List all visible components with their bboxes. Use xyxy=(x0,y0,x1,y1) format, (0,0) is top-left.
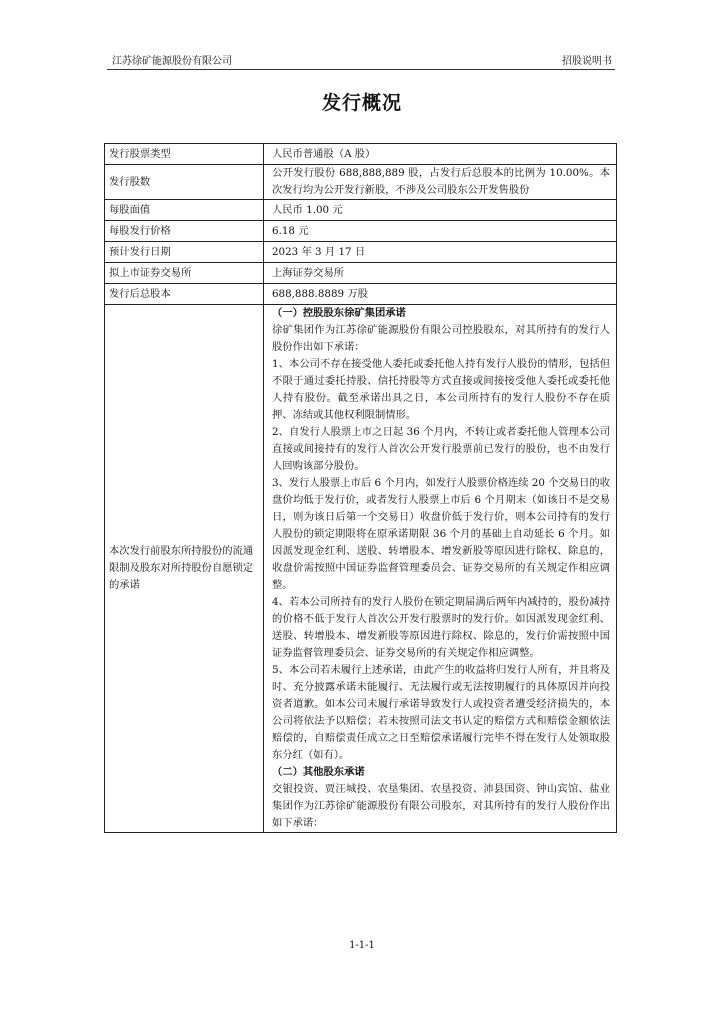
row-value: 人民币 1.00 元 xyxy=(264,200,617,221)
table-row xyxy=(105,263,617,284)
table-row xyxy=(105,221,617,242)
table-row xyxy=(105,284,617,305)
row-value: 2023 年 3 月 17 日 xyxy=(264,242,617,263)
row-label: 每股面值 xyxy=(105,200,264,221)
row-label: 每股发行价格 xyxy=(105,221,264,242)
offering-summary-table xyxy=(104,143,617,833)
paragraph: 徐矿集团作为江苏徐矿能源股份有限公司控股股东，对其所持有的发行人股份作出如下承诺： xyxy=(272,324,610,353)
page-title: 发行概况 xyxy=(321,92,402,114)
commitment-content xyxy=(264,305,617,833)
row-label: 拟上市证券交易所 xyxy=(105,263,264,284)
header-company-name: 江苏徐矿能源股份有限公司 xyxy=(112,56,232,67)
page-number: 1-1-1 xyxy=(349,940,375,951)
table-row xyxy=(105,242,617,263)
row-value: 公开发行股份 688,888,889 股，占发行后总股本的比例为 10.00%。本次发行均为公开发行新股，不涉及公司股东公开发售股份 xyxy=(264,165,617,200)
page-header xyxy=(112,52,612,66)
row-label: 发行股票类型 xyxy=(105,144,264,165)
row-value: 上海证券交易所 xyxy=(264,263,617,284)
section-heading-other-shareholders: （二）其他股东承诺 xyxy=(272,766,365,778)
row-label: 发行后总股本 xyxy=(105,284,264,305)
row-value: 人民币普通股（A 股） xyxy=(264,144,617,165)
table-row-commitment xyxy=(105,305,617,833)
paragraph: 交银投资、贾汪城投、农垦集团、农垦投资、沛县国资、钟山宾馆、盐业集团作为江苏徐矿能源股份有限公司股东，对其所持有的发行人股份作出如下承诺： xyxy=(272,783,610,829)
row-label: 本次发行前股东所持股份的流通限制及股东对所持股份自愿锁定的承诺 xyxy=(105,305,264,833)
section-heading-controlling-shareholder: （一）控股股东徐矿集团承诺 xyxy=(272,307,406,319)
row-label: 预计发行日期 xyxy=(105,242,264,263)
paragraph: 4、若本公司所持有的发行人股份在锁定期届满后两年内减持的，股份减持的价格不低于发行人首次公开发行股票时的发行价。如因派发现金红利、送股、转增股本、增发新股等原因进行除权、除息的，发行价需按照中国证券监督管理委员会、证券交易所的有关规定作相应调整。 xyxy=(272,596,610,659)
row-value: 6.18 元 xyxy=(264,221,617,242)
table-row xyxy=(105,165,617,200)
table-row xyxy=(105,200,617,221)
table-row xyxy=(105,144,617,165)
header-document-type: 招股说明书 xyxy=(562,56,612,67)
paragraph: 5、本公司若未履行上述承诺，由此产生的收益将归发行人所有，并且将及时、充分披露承诺未能履行、无法履行或无法按期履行的具体原因并向投资者道歉。如本公司未履行承诺导致发行人或投资者遭受经济损失的，本公司将依法予以赔偿；若未按照司法文书认定的赔偿方式和赔偿金额依法赔偿的，自赔偿责任成立之日至赔偿承诺履行完毕不得在发行人处领取股东分红（如有）。 xyxy=(272,664,610,761)
paragraph: 2、自发行人股票上市之日起 36 个月内，不转让或者委托他人管理本公司直接或间接持有的发行人首次公开发行股票前已发行的股份，也不由发行人回购该部分股份。 xyxy=(272,426,610,472)
row-value: 688,888.8889 万股 xyxy=(264,284,617,305)
paragraph: 1、本公司不存在接受他人委托或委托他人持有发行人股份的情形，包括但不限于通过委托持股、信托持股等方式直接或间接接受他人委托或委托他人持有股份。截至承诺出具之日，本公司所持有的发行人股份不存在质押、冻结或其他权利限制情形。 xyxy=(272,358,610,421)
paragraph: 3、发行人股票上市后 6 个月内，如发行人股票价格连续 20 个交易日的收盘价均低于发行价，或者发行人股票上市后 6 个月期末（如该日不是交易日，则为该日后第一个交易日）收盘价低于发行价，则本公司持有的发行人股份的锁定期限将在原承诺期限 36 个月的基础上自动延长 6 个月。如因派发现金红利、送股、转增股本、增发新股等原因进行除权、除息的，收盘价需按照中国证券监督管理委员会、证券交易所的有关规定作相应调整。 xyxy=(272,477,610,591)
row-label: 发行股数 xyxy=(105,165,264,200)
header-rule xyxy=(107,69,615,70)
